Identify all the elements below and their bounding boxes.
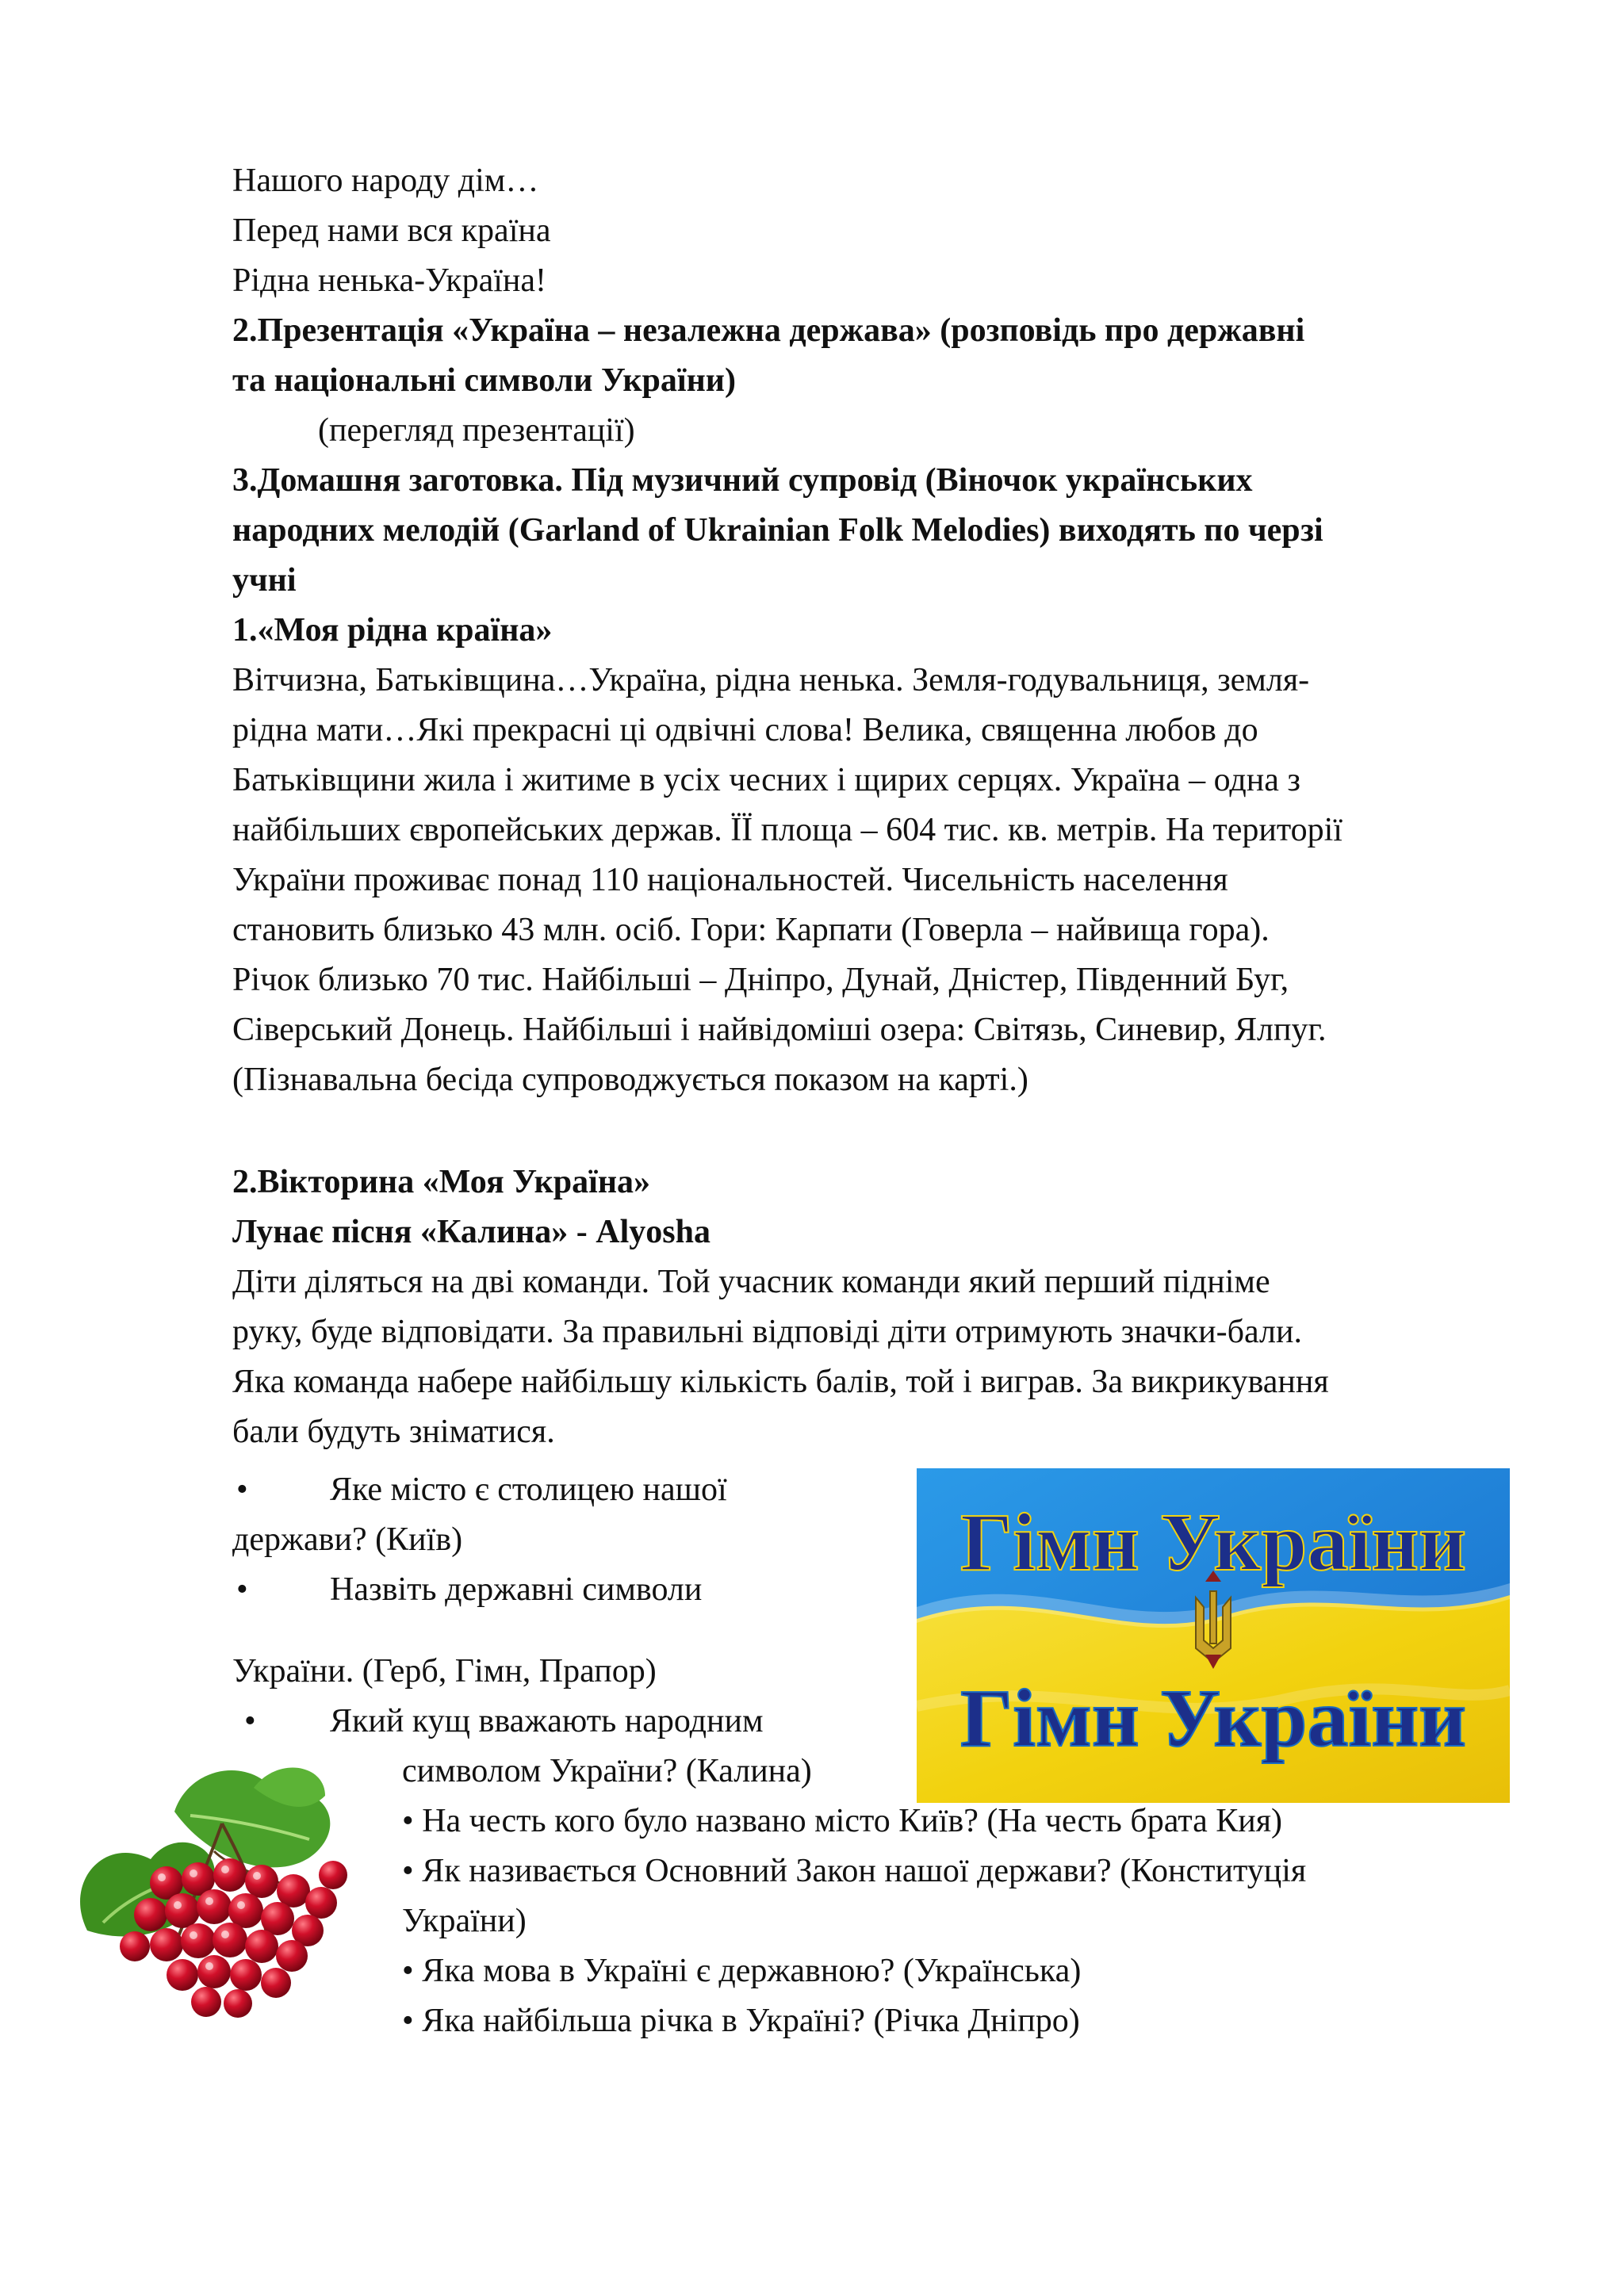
question-5-line-1: • Як називається Основний Закон нашої держави? (Конституція (402, 1853, 1307, 1889)
section3-subtitle: 1.«Моя рідна країна» (232, 612, 553, 649)
quiz-intro-line-4: бали будуть зніматися. (232, 1414, 555, 1450)
section2-heading-line-2: та національні символи України) (232, 362, 736, 399)
paragraph-line-5: України проживає понад 110 національностей. Чисельність населення (232, 862, 1228, 898)
section2-heading-line-1: 2.Презентація «Україна – незалежна держава» (розповідь про державні (232, 312, 1305, 349)
question-4: • На честь кого було названо місто Київ? (На честь брата Кия) (402, 1803, 1283, 1839)
paragraph-line-9: (Пізнавальна бесіда супроводжується показом на карті.) (232, 1062, 1028, 1098)
section2-note: (перегляд презентації) (318, 412, 635, 449)
question-1-line-1: Яке місто є столицею нашої (330, 1471, 727, 1508)
quiz-intro-line-2: руку, буде відповідати. За правильні відповіді діти отримують значки-бали. (232, 1314, 1302, 1350)
bullet-2: • (236, 1571, 248, 1608)
flag-text-bottom: Гімн України (959, 1673, 1467, 1764)
section3-heading-line-1: 3.Домашня заготовка. Під музичний супровід (Віночок українських (232, 462, 1253, 499)
quiz-intro-line-1: Діти діляться на дві команди. Той учасник команди який перший підніме (232, 1264, 1270, 1300)
paragraph-line-7: Річок близько 70 тис. Найбільші – Дніпро, Дунай, Дністер, Південний Буг, (232, 962, 1289, 998)
bullet-1: • (236, 1471, 248, 1508)
flag-text-top: Гімн України (959, 1497, 1467, 1588)
anthem-flag-image (917, 1468, 1510, 1803)
paragraph-line-1: Вітчизна, Батьківщина…Україна, рідна ненька. Земля-годувальниця, земля- (232, 662, 1310, 698)
paragraph-line-4: найбільших європейських держав. ЇЇ площа – 604 тис. кв. метрів. На території (232, 812, 1342, 848)
paragraph-line-8: Сіверський Донець. Найбільші і найвідоміші озера: Світязь, Синевир, Ялпуг. (232, 1012, 1327, 1048)
poem-line-3: Рідна ненька-Україна! (232, 262, 547, 299)
paragraph-line-6: становить близько 43 млн. осіб. Гори: Карпати (Говерла – найвища гора). (232, 912, 1270, 948)
question-7: • Яка найбільша річка в Україні? (Річка Дніпро) (402, 2003, 1080, 2039)
question-1-line-2: держави? (Київ) (232, 1521, 463, 1558)
paragraph-line-3: Батьківщини жила і житиме в усіх чесних і щирих серцях. Україна – одна з (232, 762, 1301, 798)
section3-heading-line-2: народних мелодій (Garland of Ukrainian Folk Melodies) виходять по черзі (232, 512, 1323, 549)
poem-line-1: Нашого народу дім… (232, 163, 539, 199)
question-2-line-1: Назвіть державні символи (330, 1571, 703, 1608)
bullet-3: • (244, 1703, 256, 1739)
question-3-line-2: символом України? (Калина) (402, 1753, 812, 1789)
paragraph-line-2: рідна мати…Які прекрасні ці одвічні слова! Велика, священна любов до (232, 712, 1258, 748)
question-6: • Яка мова в Україні є державною? (Українська) (402, 1953, 1082, 1989)
question-5-line-2: України) (402, 1903, 527, 1939)
quiz-song: Лунає пісня «Калина» - Alyosha (232, 1214, 710, 1250)
quiz-intro-line-3: Яка команда набере найбільшу кількість балів, той і виграв. За викрикування (232, 1364, 1329, 1400)
question-3-line-1: Який кущ вважають народним (330, 1703, 764, 1739)
poem-line-2: Перед нами вся країна (232, 212, 551, 249)
question-2-line-2: України. (Герб, Гімн, Прапор) (232, 1653, 657, 1689)
quiz-title: 2.Вікторина «Моя Україна» (232, 1164, 651, 1200)
kalyna-berries-image (56, 1748, 389, 2049)
section3-heading-line-3: учні (232, 562, 297, 599)
